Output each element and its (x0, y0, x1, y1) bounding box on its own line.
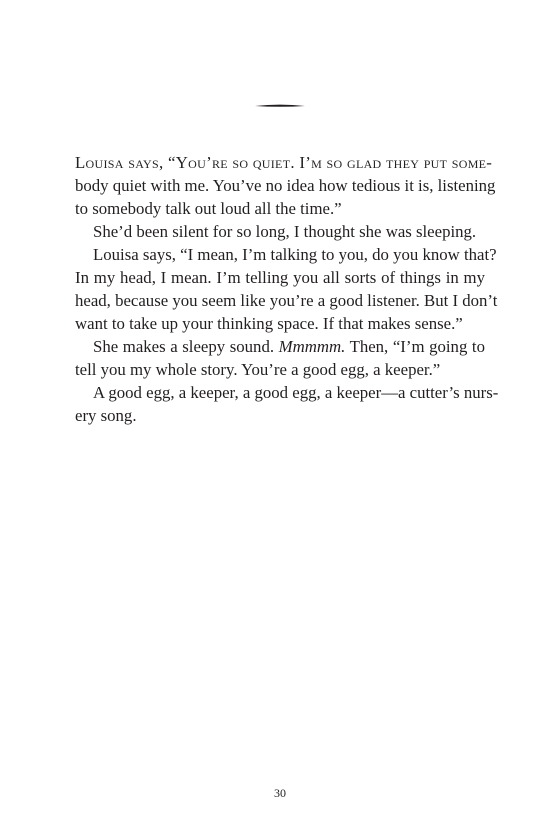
body-text (75, 151, 499, 427)
text-line: A good egg, a keeper, a good egg, a keeper—a cutter’s nurs- (93, 383, 499, 402)
paragraph-5 (75, 381, 499, 427)
paragraph-4 (75, 335, 485, 381)
text-line: want to take up your thinking space. If that makes sense.” (75, 314, 463, 333)
text-line: to somebody talk out loud all the time.” (75, 199, 342, 218)
text-line: In my head, I mean. I’m telling you all sorts of things in my (75, 268, 485, 287)
paragraph-3 (75, 243, 498, 335)
line-segment: Then, “I’m going to (345, 337, 485, 356)
text-line (75, 335, 485, 358)
text-line: Louisa says, “I mean, I’m talking to you, do you know that? (93, 245, 497, 264)
page-number: 30 (274, 786, 286, 800)
paragraph-2 (75, 220, 485, 243)
text-line: tell you my whole story. You’re a good egg, a keeper.” (75, 360, 441, 379)
paragraph-1 (75, 151, 496, 220)
text-line: head, because you seem like you’re a good listener. But I don’t (75, 291, 498, 310)
line-segment: She makes a sleepy sound. (93, 337, 279, 356)
text-line: Louisa says, “You’re so quiet. I’m so glad they put some- (75, 153, 493, 172)
section-break-ornament (255, 103, 305, 109)
text-line: ery song. (75, 406, 137, 425)
text-line: body quiet with me. You’ve no idea how tedious it is, listening (75, 176, 496, 195)
italic-sound: Mmmmm. (278, 337, 346, 356)
text-line: She’d been silent for so long, I thought she was sleeping. (93, 222, 477, 241)
